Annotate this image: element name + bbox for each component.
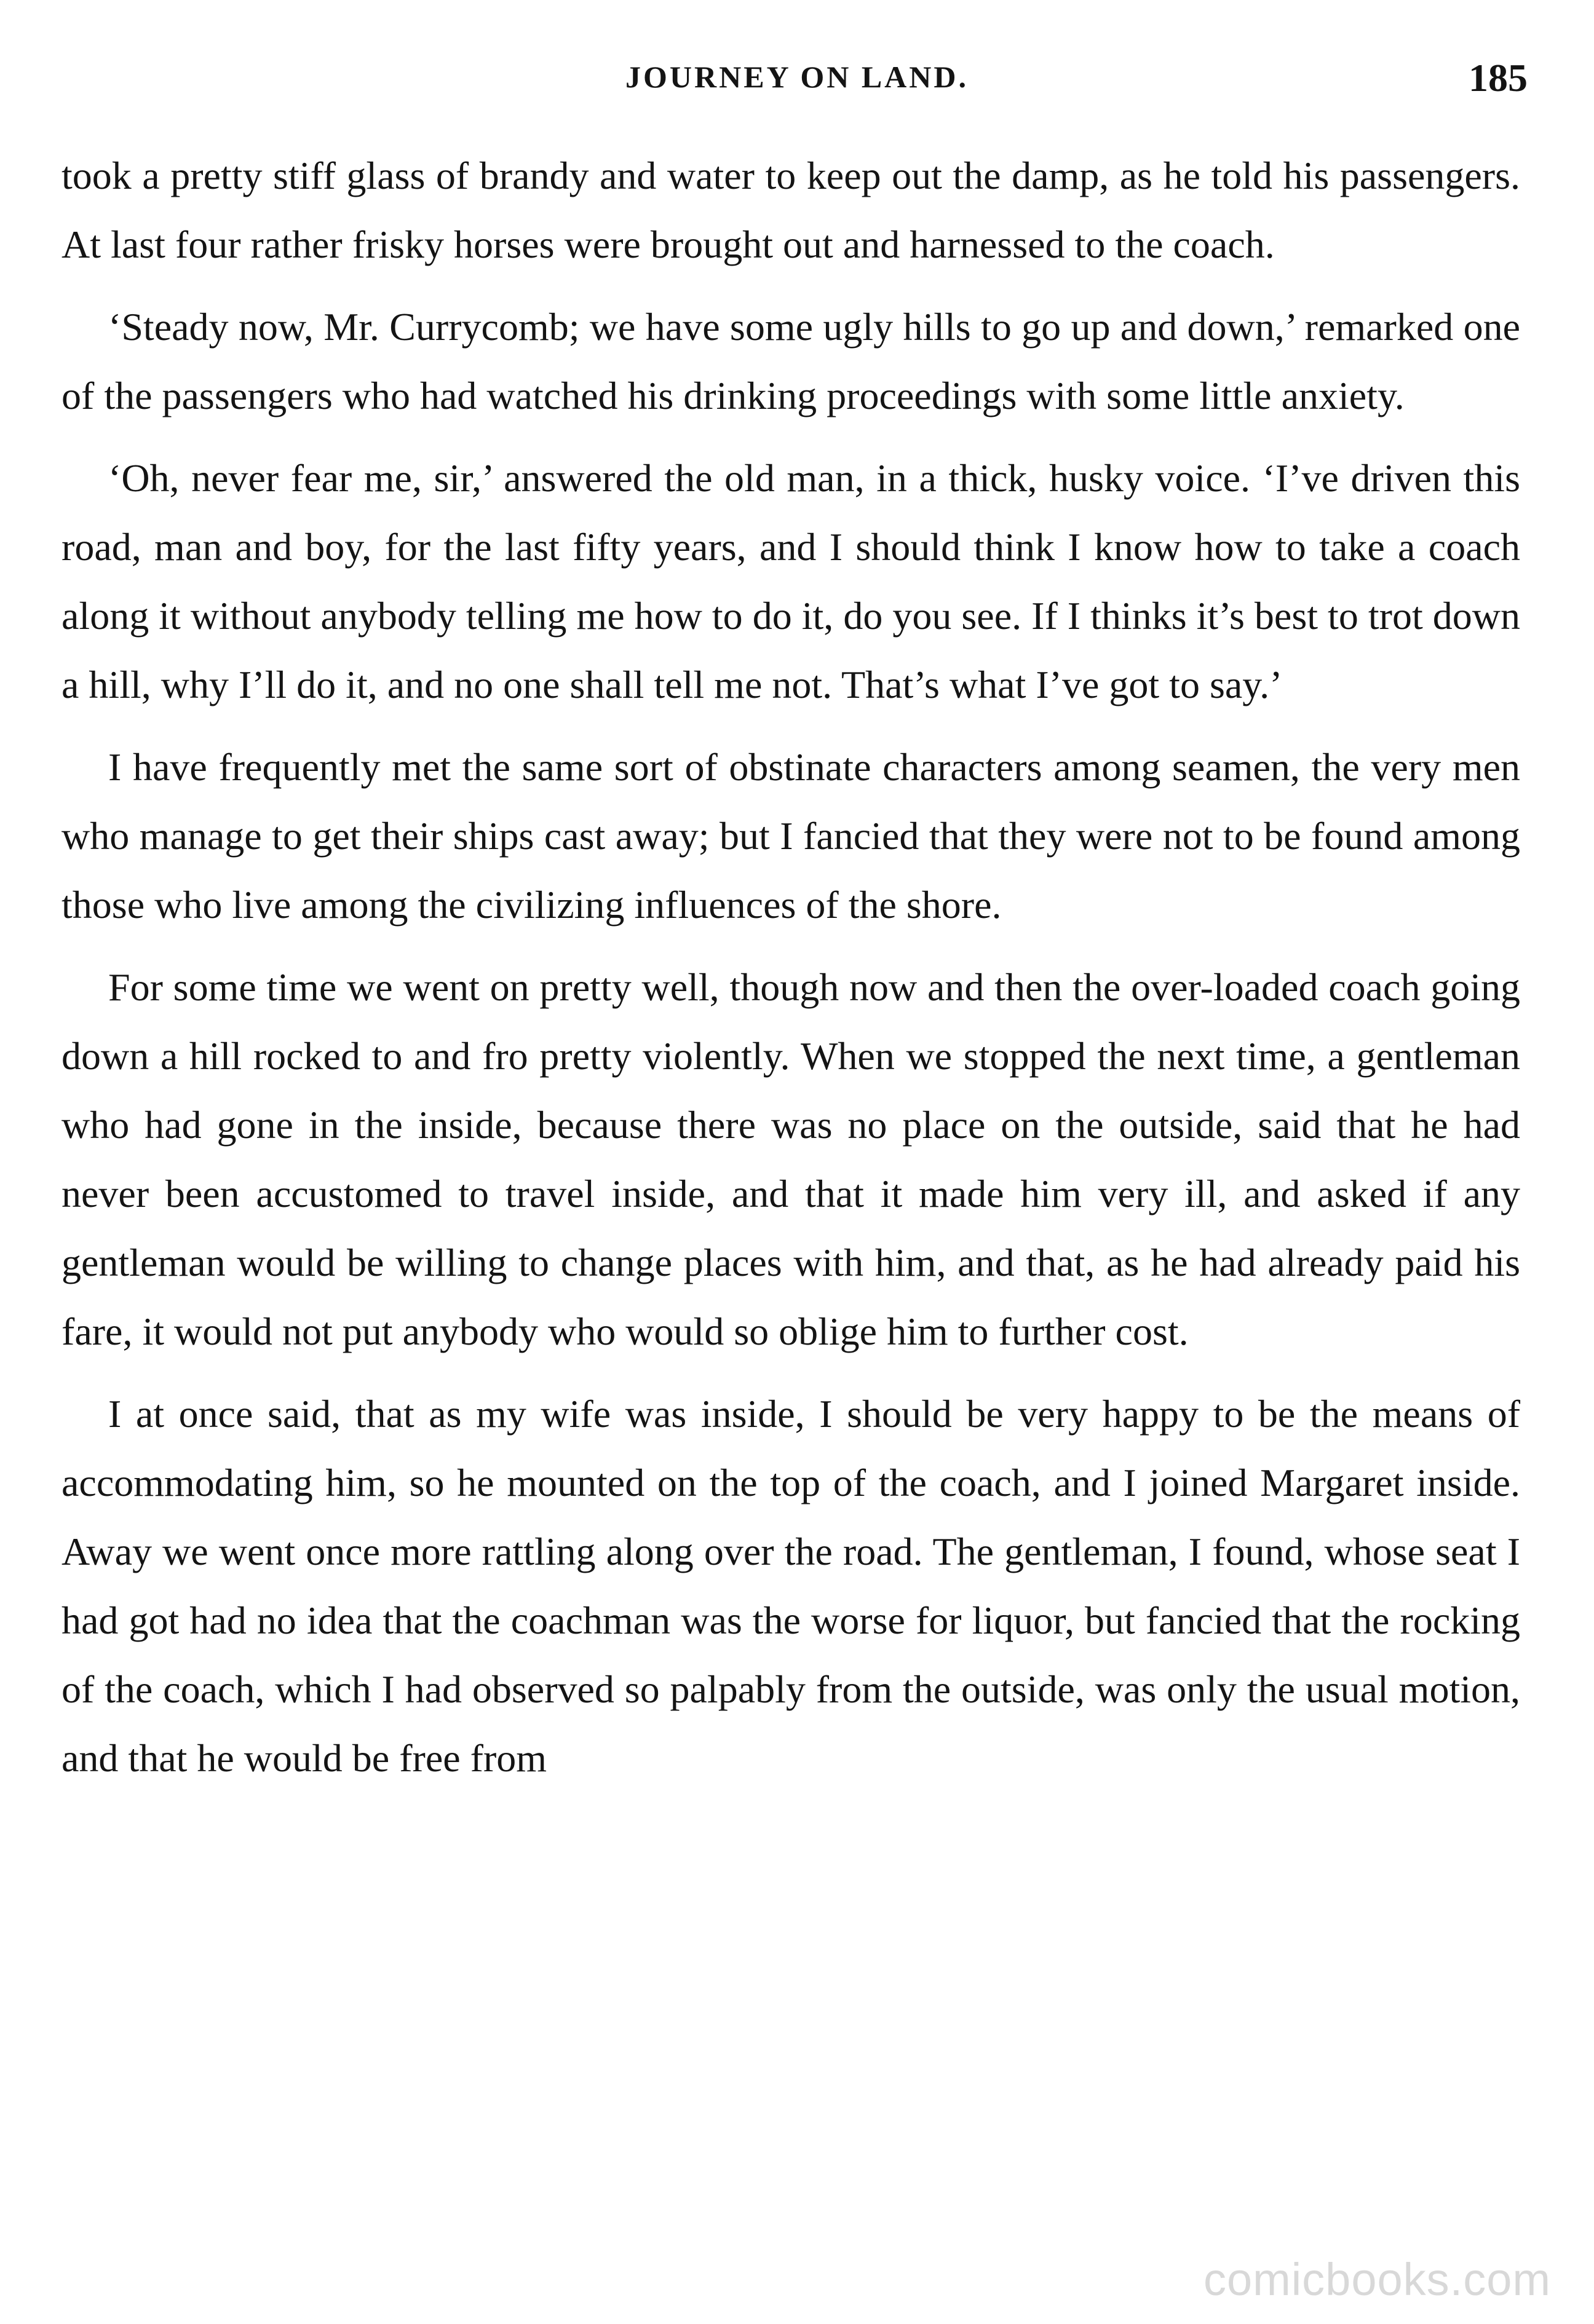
running-title: JOURNEY ON LAND. [625, 60, 969, 94]
paragraph-1: took a pretty stiff glass of brandy and water to keep out the damp, as he told his passengers. At last four rather frisky horses were brought out and harnessed to the coach. [61, 154, 1520, 266]
watermark: comicbooks.com [1203, 2254, 1551, 2305]
paragraph-6: I at once said, that as my wife was inside, I should be very happy to be the means of accommodating him, so he mounted on the top of the coach, and I joined Margaret inside. Away we went once more rattling along over the road. The gentleman, I found, whose seat I had got had no idea that the coachman was the worse for liquor, but fancied that the rocking of the coach, which I had observed so palpably from the outside, was only the usual motion, and that he would be free from [61, 1392, 1520, 1780]
paragraph-4: I have frequently met the same sort of obstinate characters among seamen, the very men who manage to get their ships cast away; but I fancied that they were not to be found among those who live among the civilizing influences of the shore. [61, 745, 1520, 927]
page-number: 185 [1469, 56, 1528, 100]
page-header [61, 56, 1533, 114]
body-text [61, 141, 1520, 1806]
paragraph-5: For some time we went on pretty well, though now and then the over-loaded coach going down a hill rocked to and fro pretty violently. When we stopped the next time, a gentleman who had gone in the inside, because there was no place on the outside, said that he had never been accustomed to travel inside, and that it made him very ill, and asked if any gentleman would be willing to change places with him, and that, as he had already paid his fare, it would not put anybody who would so oblige him to further cost. [61, 965, 1520, 1353]
paragraph-2: ‘Steady now, Mr. Currycomb; we have some ugly hills to go up and down,’ remarked one of the passengers who had watched his drinking proceedings with some little anxiety. [61, 305, 1520, 417]
paragraph-3: ‘Oh, never fear me, sir,’ answered the old man, in a thick, husky voice. ‘I’ve driven this road, man and boy, for the last fifty years, and I should think I know how to take a coach along it without anybody telling me how to do it, do you see. If I thinks it’s best to trot down a hill, why I’ll do it, and no one shall tell me not. That’s what I’ve got to say.’ [61, 456, 1520, 706]
